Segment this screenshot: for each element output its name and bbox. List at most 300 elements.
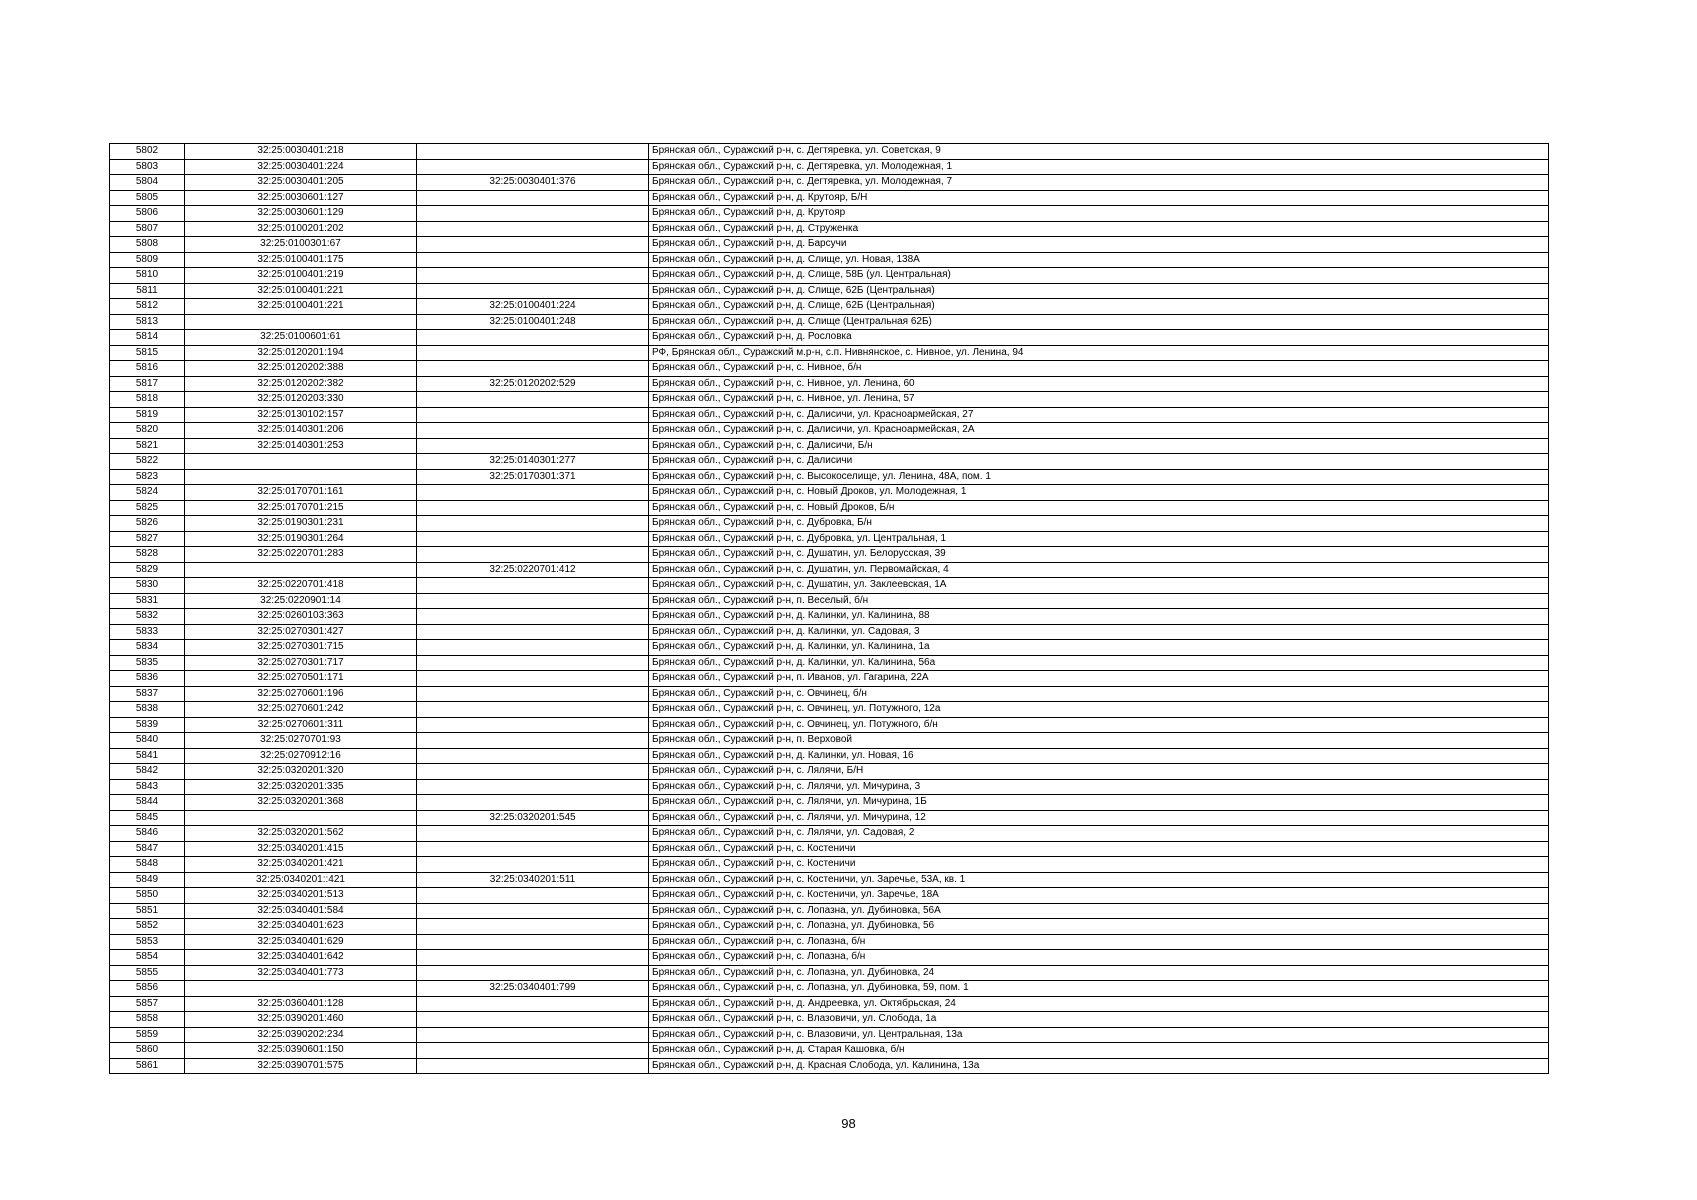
table-row	[110, 175, 1549, 191]
address-cell: Брянская обл., Суражский р-н, с. Душатин, ул. Первомайская, 4	[649, 562, 1549, 578]
table-row	[110, 314, 1549, 330]
address-cell: Брянская обл., Суражский р-н, с. Далисичи	[649, 454, 1549, 470]
related-cadastral-number-cell: 32:25:0030401:376	[417, 175, 649, 191]
related-cadastral-number-cell	[417, 485, 649, 501]
table-row	[110, 857, 1549, 873]
cadastral-number-cell: 32:25:0100401:221	[185, 299, 417, 315]
row-number-cell: 5831	[110, 593, 185, 609]
table-row	[110, 268, 1549, 284]
table-row	[110, 500, 1549, 516]
cadastral-number-cell: 32:25:0190301:231	[185, 516, 417, 532]
cadastral-number-cell: 32:25:0100301:67	[185, 237, 417, 253]
cadastral-number-cell: 32:25:0320201:320	[185, 764, 417, 780]
cadastral-number-cell: 32:25:0140301:206	[185, 423, 417, 439]
row-number-cell: 5811	[110, 283, 185, 299]
address-cell: Брянская обл., Суражский р-н, с. Лялячи, ул. Мичурина, 12	[649, 810, 1549, 826]
cadastral-number-cell: 32:25:0120201:194	[185, 345, 417, 361]
address-cell: Брянская обл., Суражский р-н, д. Калинки, ул. Калинина, 56а	[649, 655, 1549, 671]
related-cadastral-number-cell	[417, 190, 649, 206]
cadastral-number-cell: 32:25:0270601:242	[185, 702, 417, 718]
cadastral-number-cell: 32:25:0270701:93	[185, 733, 417, 749]
cadastral-number-cell: 32:25:0340201:513	[185, 888, 417, 904]
address-cell: Брянская обл., Суражский р-н, д. Крутояр, Б/Н	[649, 190, 1549, 206]
related-cadastral-number-cell	[417, 903, 649, 919]
table-row	[110, 345, 1549, 361]
related-cadastral-number-cell: 32:25:0100401:248	[417, 314, 649, 330]
row-number-cell: 5843	[110, 779, 185, 795]
table-row	[110, 469, 1549, 485]
row-number-cell: 5805	[110, 190, 185, 206]
cadastral-number-cell: 32:25:0270301:715	[185, 640, 417, 656]
row-number-cell: 5847	[110, 841, 185, 857]
address-cell: Брянская обл., Суражский р-н, с. Высокоселище, ул. Ленина, 48А, пом. 1	[649, 469, 1549, 485]
table-row	[110, 438, 1549, 454]
table-row	[110, 159, 1549, 175]
related-cadastral-number-cell	[417, 1012, 649, 1028]
row-number-cell: 5808	[110, 237, 185, 253]
table-row	[110, 578, 1549, 594]
row-number-cell: 5813	[110, 314, 185, 330]
related-cadastral-number-cell	[417, 717, 649, 733]
address-cell: Брянская обл., Суражский р-н, с. Дубровка, ул. Центральная, 1	[649, 531, 1549, 547]
row-number-cell: 5816	[110, 361, 185, 377]
cadastral-number-cell	[185, 981, 417, 997]
cadastral-number-cell: 32:25:0360401:128	[185, 996, 417, 1012]
table-row	[110, 624, 1549, 640]
address-cell: Брянская обл., Суражский р-н, с. Лопазна, ул. Дубиновка, 56	[649, 919, 1549, 935]
address-cell: Брянская обл., Суражский р-н, д. Калинки, ул. Калинина, 1а	[649, 640, 1549, 656]
cadastral-number-cell: 32:25:0340401:773	[185, 965, 417, 981]
related-cadastral-number-cell	[417, 795, 649, 811]
cadastral-number-cell: 32:25:0340201:421	[185, 857, 417, 873]
related-cadastral-number-cell	[417, 826, 649, 842]
related-cadastral-number-cell	[417, 733, 649, 749]
table-row	[110, 392, 1549, 408]
page-number: 98	[841, 1116, 856, 1131]
row-number-cell: 5840	[110, 733, 185, 749]
row-number-cell: 5827	[110, 531, 185, 547]
row-number-cell: 5812	[110, 299, 185, 315]
related-cadastral-number-cell	[417, 857, 649, 873]
cadastral-number-cell: 32:25:0030601:129	[185, 206, 417, 222]
related-cadastral-number-cell	[417, 330, 649, 346]
related-cadastral-number-cell	[417, 345, 649, 361]
related-cadastral-number-cell	[417, 578, 649, 594]
row-number-cell: 5818	[110, 392, 185, 408]
row-number-cell: 5859	[110, 1027, 185, 1043]
table-row	[110, 1058, 1549, 1074]
related-cadastral-number-cell	[417, 764, 649, 780]
address-cell: Брянская обл., Суражский р-н, с. Лопазна, ул. Дубиновка, 24	[649, 965, 1549, 981]
row-number-cell: 5814	[110, 330, 185, 346]
cadastral-number-cell: 32:25:0340401:584	[185, 903, 417, 919]
table-row	[110, 795, 1549, 811]
cadastral-number-cell: 32:25:0390201:460	[185, 1012, 417, 1028]
row-number-cell: 5836	[110, 671, 185, 687]
address-cell: Брянская обл., Суражский р-н, д. Слище, 62Б (Центральная)	[649, 299, 1549, 315]
register-table-body	[110, 144, 1549, 1074]
cadastral-number-cell: 32:25:0190301:264	[185, 531, 417, 547]
cadastral-number-cell	[185, 562, 417, 578]
related-cadastral-number-cell	[417, 144, 649, 160]
row-number-cell: 5857	[110, 996, 185, 1012]
row-number-cell: 5845	[110, 810, 185, 826]
related-cadastral-number-cell	[417, 593, 649, 609]
row-number-cell: 5810	[110, 268, 185, 284]
cadastral-number-cell: 32:25:0120202:388	[185, 361, 417, 377]
cadastral-number-cell	[185, 469, 417, 485]
address-cell: Брянская обл., Суражский р-н, с. Лялячи, ул. Мичурина, 3	[649, 779, 1549, 795]
table-row	[110, 547, 1549, 563]
address-cell: Брянская обл., Суражский р-н, д. Старая Кашовка, б/н	[649, 1043, 1549, 1059]
table-row	[110, 872, 1549, 888]
address-cell: Брянская обл., Суражский р-н, д. Калинки, ул. Новая, 16	[649, 748, 1549, 764]
related-cadastral-number-cell	[417, 1027, 649, 1043]
related-cadastral-number-cell	[417, 206, 649, 222]
address-cell: Брянская обл., Суражский р-н, с. Дегтяревка, ул. Советская, 9	[649, 144, 1549, 160]
related-cadastral-number-cell	[417, 531, 649, 547]
related-cadastral-number-cell	[417, 500, 649, 516]
table-row	[110, 841, 1549, 857]
row-number-cell: 5817	[110, 376, 185, 392]
address-cell: Брянская обл., Суражский р-н, д. Слище (Центральная 62Б)	[649, 314, 1549, 330]
address-cell: Брянская обл., Суражский р-н, с. Лопазна, ул. Дубиновка, 56А	[649, 903, 1549, 919]
cadastral-number-cell	[185, 454, 417, 470]
row-number-cell: 5848	[110, 857, 185, 873]
related-cadastral-number-cell: 32:25:0120202:529	[417, 376, 649, 392]
address-cell: Брянская обл., Суражский р-н, с. Лопазна, ул. Дубиновка, 59, пом. 1	[649, 981, 1549, 997]
table-row	[110, 764, 1549, 780]
related-cadastral-number-cell: 32:25:0140301:277	[417, 454, 649, 470]
cadastral-number-cell: 32:25:0100401:175	[185, 252, 417, 268]
table-row	[110, 981, 1549, 997]
related-cadastral-number-cell	[417, 609, 649, 625]
table-row	[110, 252, 1549, 268]
row-number-cell: 5849	[110, 872, 185, 888]
address-cell: Брянская обл., Суражский р-н, с. Нивное, ул. Ленина, 57	[649, 392, 1549, 408]
related-cadastral-number-cell	[417, 841, 649, 857]
table-row	[110, 593, 1549, 609]
address-cell: Брянская обл., Суражский р-н, с. Новый Дроков, ул. Молодежная, 1	[649, 485, 1549, 501]
address-cell: Брянская обл., Суражский р-н, с. Дегтяревка, ул. Молодежная, 7	[649, 175, 1549, 191]
row-number-cell: 5830	[110, 578, 185, 594]
table-row	[110, 330, 1549, 346]
cadastral-number-cell: 32:25:0120202:382	[185, 376, 417, 392]
related-cadastral-number-cell	[417, 159, 649, 175]
cadastral-number-cell: 32:25:0270301:427	[185, 624, 417, 640]
row-number-cell: 5846	[110, 826, 185, 842]
row-number-cell: 5803	[110, 159, 185, 175]
related-cadastral-number-cell	[417, 407, 649, 423]
cadastral-number-cell: 32:25:0030401:205	[185, 175, 417, 191]
row-number-cell: 5822	[110, 454, 185, 470]
related-cadastral-number-cell	[417, 888, 649, 904]
table-row	[110, 206, 1549, 222]
cadastral-number-cell: 32:25:0270601:196	[185, 686, 417, 702]
address-cell: Брянская обл., Суражский р-н, с. Лялячи, Б/Н	[649, 764, 1549, 780]
address-cell: Брянская обл., Суражский р-н, с. Овчинец, ул. Потужного, б/н	[649, 717, 1549, 733]
row-number-cell: 5837	[110, 686, 185, 702]
address-cell: Брянская обл., Суражский р-н, д. Калинки, ул. Калинина, 88	[649, 609, 1549, 625]
related-cadastral-number-cell	[417, 702, 649, 718]
table-row	[110, 609, 1549, 625]
row-number-cell: 5823	[110, 469, 185, 485]
table-row	[110, 423, 1549, 439]
cadastral-number-cell: 32:25:0140301:253	[185, 438, 417, 454]
table-row	[110, 1043, 1549, 1059]
related-cadastral-number-cell	[417, 423, 649, 439]
related-cadastral-number-cell	[417, 438, 649, 454]
related-cadastral-number-cell	[417, 996, 649, 1012]
address-cell: Брянская обл., Суражский р-н, с. Душатин, ул. Заклеевская, 1А	[649, 578, 1549, 594]
cadastral-number-cell: 32:25:0130102:157	[185, 407, 417, 423]
related-cadastral-number-cell	[417, 221, 649, 237]
table-row	[110, 376, 1549, 392]
address-cell: Брянская обл., Суражский р-н, с. Дегтяревка, ул. Молодежная, 1	[649, 159, 1549, 175]
row-number-cell: 5844	[110, 795, 185, 811]
cadastral-number-cell: 32:25:0100201:202	[185, 221, 417, 237]
table-row	[110, 485, 1549, 501]
table-row	[110, 531, 1549, 547]
cadastral-number-cell: 32:25:0030601:127	[185, 190, 417, 206]
address-cell: Брянская обл., Суражский р-н, с. Овчинец, ул. Потужного, 12а	[649, 702, 1549, 718]
table-row	[110, 810, 1549, 826]
cadastral-number-cell: 32:25:0390202:234	[185, 1027, 417, 1043]
row-number-cell: 5852	[110, 919, 185, 935]
row-number-cell: 5839	[110, 717, 185, 733]
related-cadastral-number-cell	[417, 640, 649, 656]
row-number-cell: 5804	[110, 175, 185, 191]
related-cadastral-number-cell: 32:25:0100401:224	[417, 299, 649, 315]
table-row	[110, 221, 1549, 237]
table-row	[110, 717, 1549, 733]
cadastral-number-cell: 32:25:0100601:61	[185, 330, 417, 346]
cadastral-number-cell: 32:25:0340401:623	[185, 919, 417, 935]
table-row	[110, 361, 1549, 377]
related-cadastral-number-cell	[417, 361, 649, 377]
row-number-cell: 5832	[110, 609, 185, 625]
related-cadastral-number-cell	[417, 624, 649, 640]
row-number-cell: 5853	[110, 934, 185, 950]
related-cadastral-number-cell	[417, 950, 649, 966]
table-row	[110, 407, 1549, 423]
cadastral-number-cell: 32:25:0320201:562	[185, 826, 417, 842]
cadastral-number-cell: 32:25:0270601:311	[185, 717, 417, 733]
table-row	[110, 671, 1549, 687]
address-cell: Брянская обл., Суражский р-н, д. Слище, 62Б (Центральная)	[649, 283, 1549, 299]
address-cell: Брянская обл., Суражский р-н, с. Лопазна, б/н	[649, 934, 1549, 950]
address-cell: Брянская обл., Суражский р-н, с. Влазовичи, ул. Центральная, 13а	[649, 1027, 1549, 1043]
address-cell: Брянская обл., Суражский р-н, с. Лопазна, б/н	[649, 950, 1549, 966]
address-cell: Брянская обл., Суражский р-н, д. Слище, ул. Новая, 138А	[649, 252, 1549, 268]
row-number-cell: 5861	[110, 1058, 185, 1074]
table-row	[110, 283, 1549, 299]
table-row	[110, 1027, 1549, 1043]
address-cell: Брянская обл., Суражский р-н, п. Верховой	[649, 733, 1549, 749]
table-row	[110, 826, 1549, 842]
address-cell: Брянская обл., Суражский р-н, с. Далисичи, Б/н	[649, 438, 1549, 454]
table-row	[110, 748, 1549, 764]
address-cell: Брянская обл., Суражский р-н, д. Барсучи	[649, 237, 1549, 253]
table-row	[110, 888, 1549, 904]
address-cell: Брянская обл., Суражский р-н, п. Веселый, б/н	[649, 593, 1549, 609]
address-cell: Брянская обл., Суражский р-н, п. Иванов, ул. Гагарина, 22А	[649, 671, 1549, 687]
cadastral-number-cell: 32:25:0340201:415	[185, 841, 417, 857]
address-cell: Брянская обл., Суражский р-н, д. Струженка	[649, 221, 1549, 237]
row-number-cell: 5855	[110, 965, 185, 981]
table-row	[110, 919, 1549, 935]
cadastral-number-cell: 32:25:0220701:418	[185, 578, 417, 594]
cadastral-number-cell: 32:25:0270501:171	[185, 671, 417, 687]
related-cadastral-number-cell	[417, 237, 649, 253]
address-cell: Брянская обл., Суражский р-н, д. Красная Слобода, ул. Калинина, 13а	[649, 1058, 1549, 1074]
row-number-cell: 5851	[110, 903, 185, 919]
row-number-cell: 5802	[110, 144, 185, 160]
related-cadastral-number-cell	[417, 1043, 649, 1059]
register-table	[109, 143, 1549, 1074]
cadastral-number-cell: 32:25:0320201:335	[185, 779, 417, 795]
cadastral-number-cell: 32:25:0270912:16	[185, 748, 417, 764]
address-cell: Брянская обл., Суражский р-н, с. Дубровка, Б/н	[649, 516, 1549, 532]
table-row	[110, 934, 1549, 950]
table-row	[110, 190, 1549, 206]
related-cadastral-number-cell	[417, 686, 649, 702]
cadastral-number-cell: 32:25:0220901:14	[185, 593, 417, 609]
address-cell: РФ, Брянская обл., Суражский м.р-н, с.п. Нивнянское, с. Нивное, ул. Ленина, 94	[649, 345, 1549, 361]
row-number-cell: 5807	[110, 221, 185, 237]
table-row	[110, 779, 1549, 795]
address-cell: Брянская обл., Суражский р-н, с. Новый Дроков, Б/н	[649, 500, 1549, 516]
table-row	[110, 965, 1549, 981]
related-cadastral-number-cell: 32:25:0340201:511	[417, 872, 649, 888]
related-cadastral-number-cell	[417, 748, 649, 764]
row-number-cell: 5825	[110, 500, 185, 516]
row-number-cell: 5854	[110, 950, 185, 966]
cadastral-number-cell: 32:25:0170701:215	[185, 500, 417, 516]
table-row	[110, 996, 1549, 1012]
cadastral-number-cell: 32:25:0340401:642	[185, 950, 417, 966]
table-row	[110, 686, 1549, 702]
cadastral-number-cell: 32:25:0390601:150	[185, 1043, 417, 1059]
row-number-cell: 5828	[110, 547, 185, 563]
row-number-cell: 5850	[110, 888, 185, 904]
related-cadastral-number-cell	[417, 1058, 649, 1074]
address-cell: Брянская обл., Суражский р-н, с. Овчинец, б/н	[649, 686, 1549, 702]
cadastral-number-cell: 32:25:0340201::421	[185, 872, 417, 888]
cadastral-number-cell: 32:25:0320201:368	[185, 795, 417, 811]
related-cadastral-number-cell	[417, 252, 649, 268]
row-number-cell: 5824	[110, 485, 185, 501]
cadastral-number-cell: 32:25:0340401:629	[185, 934, 417, 950]
row-number-cell: 5835	[110, 655, 185, 671]
cadastral-number-cell: 32:25:0030401:224	[185, 159, 417, 175]
related-cadastral-number-cell	[417, 934, 649, 950]
address-cell: Брянская обл., Суражский р-н, с. Далисичи, ул. Красноармейская, 2А	[649, 423, 1549, 439]
table-row	[110, 903, 1549, 919]
table-row	[110, 237, 1549, 253]
row-number-cell: 5820	[110, 423, 185, 439]
cadastral-number-cell: 32:25:0390701:575	[185, 1058, 417, 1074]
address-cell: Брянская обл., Суражский р-н, с. Костеничи, ул. Заречье, 18А	[649, 888, 1549, 904]
address-cell: Брянская обл., Суражский р-н, с. Нивное, б/н	[649, 361, 1549, 377]
cadastral-number-cell: 32:25:0100401:221	[185, 283, 417, 299]
row-number-cell: 5842	[110, 764, 185, 780]
related-cadastral-number-cell: 32:25:0220701:412	[417, 562, 649, 578]
cadastral-number-cell	[185, 810, 417, 826]
cadastral-number-cell: 32:25:0170701:161	[185, 485, 417, 501]
row-number-cell: 5834	[110, 640, 185, 656]
address-cell: Брянская обл., Суражский р-н, д. Калинки, ул. Садовая, 3	[649, 624, 1549, 640]
row-number-cell: 5833	[110, 624, 185, 640]
address-cell: Брянская обл., Суражский р-н, с. Костеничи, ул. Заречье, 53А, кв. 1	[649, 872, 1549, 888]
row-number-cell: 5856	[110, 981, 185, 997]
cadastral-number-cell	[185, 314, 417, 330]
address-cell: Брянская обл., Суражский р-н, с. Костеничи	[649, 841, 1549, 857]
address-cell: Брянская обл., Суражский р-н, с. Нивное, ул. Ленина, 60	[649, 376, 1549, 392]
related-cadastral-number-cell	[417, 547, 649, 563]
address-cell: Брянская обл., Суражский р-н, с. Лялячи, ул. Мичурина, 1Б	[649, 795, 1549, 811]
row-number-cell: 5858	[110, 1012, 185, 1028]
table-row	[110, 562, 1549, 578]
cadastral-number-cell: 32:25:0100401:219	[185, 268, 417, 284]
related-cadastral-number-cell	[417, 919, 649, 935]
address-cell: Брянская обл., Суражский р-н, с. Костеничи	[649, 857, 1549, 873]
related-cadastral-number-cell	[417, 671, 649, 687]
address-cell: Брянская обл., Суражский р-н, с. Лялячи, ул. Садовая, 2	[649, 826, 1549, 842]
related-cadastral-number-cell	[417, 655, 649, 671]
cadastral-number-cell: 32:25:0120203:330	[185, 392, 417, 408]
address-cell: Брянская обл., Суражский р-н, д. Крутояр	[649, 206, 1549, 222]
related-cadastral-number-cell	[417, 283, 649, 299]
row-number-cell: 5860	[110, 1043, 185, 1059]
related-cadastral-number-cell	[417, 779, 649, 795]
related-cadastral-number-cell: 32:25:0170301:371	[417, 469, 649, 485]
row-number-cell: 5806	[110, 206, 185, 222]
table-row	[110, 702, 1549, 718]
related-cadastral-number-cell	[417, 268, 649, 284]
table-row	[110, 299, 1549, 315]
related-cadastral-number-cell	[417, 516, 649, 532]
table-row	[110, 640, 1549, 656]
address-cell: Брянская обл., Суражский р-н, с. Душатин, ул. Белорусская, 39	[649, 547, 1549, 563]
address-cell: Брянская обл., Суражский р-н, д. Слище, 58Б (ул. Центральная)	[649, 268, 1549, 284]
row-number-cell: 5838	[110, 702, 185, 718]
table-row	[110, 144, 1549, 160]
address-cell: Брянская обл., Суражский р-н, с. Далисичи, ул. Красноармейская, 27	[649, 407, 1549, 423]
table-row	[110, 454, 1549, 470]
row-number-cell: 5821	[110, 438, 185, 454]
cadastral-number-cell: 32:25:0260103:363	[185, 609, 417, 625]
cadastral-number-cell: 32:25:0030401:218	[185, 144, 417, 160]
related-cadastral-number-cell: 32:25:0320201:545	[417, 810, 649, 826]
address-cell: Брянская обл., Суражский р-н, д. Рословка	[649, 330, 1549, 346]
row-number-cell: 5841	[110, 748, 185, 764]
cadastral-number-cell: 32:25:0270301:717	[185, 655, 417, 671]
row-number-cell: 5826	[110, 516, 185, 532]
table-row	[110, 733, 1549, 749]
related-cadastral-number-cell	[417, 965, 649, 981]
related-cadastral-number-cell	[417, 392, 649, 408]
row-number-cell: 5815	[110, 345, 185, 361]
row-number-cell: 5809	[110, 252, 185, 268]
table-row	[110, 950, 1549, 966]
row-number-cell: 5819	[110, 407, 185, 423]
table-row	[110, 655, 1549, 671]
address-cell: Брянская обл., Суражский р-н, с. Влазовичи, ул. Слобода, 1а	[649, 1012, 1549, 1028]
address-cell: Брянская обл., Суражский р-н, д. Андреевка, ул. Октябрьская, 24	[649, 996, 1549, 1012]
cadastral-number-cell: 32:25:0220701:283	[185, 547, 417, 563]
table-row	[110, 1012, 1549, 1028]
